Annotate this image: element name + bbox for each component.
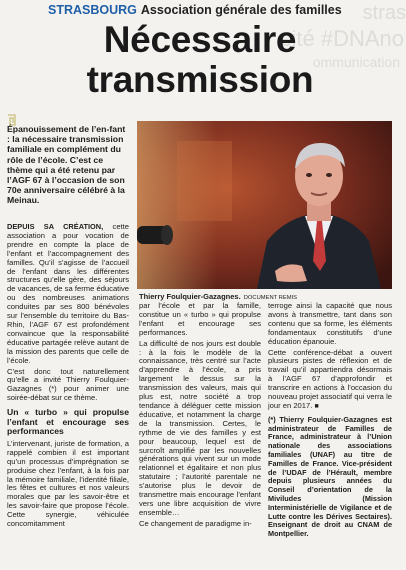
kicker-city: STRASBOURG	[48, 3, 137, 17]
bleed-through-text: cité #DNAno	[280, 26, 404, 51]
kicker	[48, 3, 342, 17]
paragraph: La difficulté de nos jours est double : à la fois le modèle de la connaissance, très centré sur l’acte d’apprendre à l’école, a pris largement le dessus sur la transmission des valeurs, mais qui plus est, notre société a trop tendance à déléguer cette mission éducative, et notamment la charge de la transmission. Certes, le rythme de vie des familles y est pour beaucoup, lequel est de surcroît amplifié par les nouvelles générations qui vivent sur un mode relationnel et égalitaire et non plus statutaire ; l’autorité parentale ne s’autorise plus le devoir de transmettre mais encourage l’enfant vers une libre acquisition de vivre ensemble…	[139, 338, 261, 517]
speaker-photo	[137, 121, 392, 289]
paragraph: par l’école et par la famille, constitue un « turbo » qui propulse l’enfant et encourage ses performances.	[139, 301, 261, 337]
paragraph: cette association a pour vocation de prendre en compte la place de l’enfant et l’accompagnement des familles. Qu’il s’agisse de l’accueil de l’enfant dans les différentes structures qu’elle gère, des séjours de vacances, de sa ferme éducative ou des nombreuses animations conduites par ses 800 bénévoles sur l’ensemble du territoire du Bas-Rhin, l’AGF 67 est profondément convaincue que la responsabilité éducative partagée relève autant de la mission des parents que celle de l’école.	[7, 222, 129, 365]
photo-caption	[139, 292, 297, 301]
bleed-through-text: ommunication	[312, 54, 400, 70]
article-column-3	[268, 302, 392, 539]
caption-credit: DOCUMENT REMIS	[243, 295, 298, 301]
page-title	[0, 20, 400, 100]
caption-name: Thierry Foulquier-Gazagnes.	[139, 292, 241, 301]
paragraph: Ce changement de paradigme in-	[139, 518, 252, 528]
end-mark-icon: ■	[314, 402, 319, 410]
headline-line-2: transmission	[86, 59, 314, 100]
paragraph: C’est donc tout naturellement qu’elle a invité Thierry Foulquier-Gazagnes (*) pour animer une soirée-débat sur ce thème.	[7, 366, 129, 403]
subheading: Un « turbo » qui propulse l’enfant et encourage ses performances	[7, 407, 129, 437]
article-column-1	[7, 223, 129, 531]
run-in-lead: DEPUIS SA CRÉATION,	[7, 222, 104, 231]
paragraph: terroge ainsi la capacité que nous avons à transmettre, tant dans son contenu que sa forme, les éléments fondamentaux constitutifs d’une éducation épanouie.	[268, 301, 392, 346]
speaker-photo-image	[137, 121, 392, 289]
paragraph: L’intervenant, juriste de formation, a rappelé combien il est important qu’un processus d’imprégnation se produise chez l’enfant, à la fois par la mémoire familiale, l’identité filiale, les fêtes et cultures et nos valeurs morales que par les savoir-être et les savoir-faire que propose l’école. Cette synergie, véhiculée concomitamment	[7, 438, 129, 529]
footnote: (*) Thierry Foulquier-Gazagnes est administrateur de Familles de France, administrateur à l’Union nationale des associations familiales (UNAF) au titre de Familles de France. Vice-président de l’UDAF de l’Hérault, membre depuis plusieurs années du Conseil d’orientation de la Miviludes (Mission Interministérielle de Vigilance et de Lutte contre les Dérives Sectaires). Enseignant de droit au CNAM de Montpellier.	[268, 414, 392, 539]
bleed-through-text: stras	[362, 2, 406, 24]
article-column-2	[139, 302, 261, 531]
headline-line-1: Nécessaire	[103, 19, 297, 60]
paragraph: Cette conférence-débat a ouvert plusieurs pistes de réflexion et de travail qu’il appartiendra désormais à l’AGF 67 d’approfondir et transcrire en actions à l’occasion du nouveau projet associatif qui verra le jour en 2017.	[268, 347, 392, 410]
lead-paragraph: Épanouissement de l’en-fant : la nécessaire transmission familiale en complément du rôle de l’école. C’est ce thème qui a été retenu par l’AGF 67 à l’occasion de son 70e anniversaire célébré à la Meinau.	[7, 124, 126, 206]
kicker-association: Association générale des familles	[140, 3, 342, 17]
